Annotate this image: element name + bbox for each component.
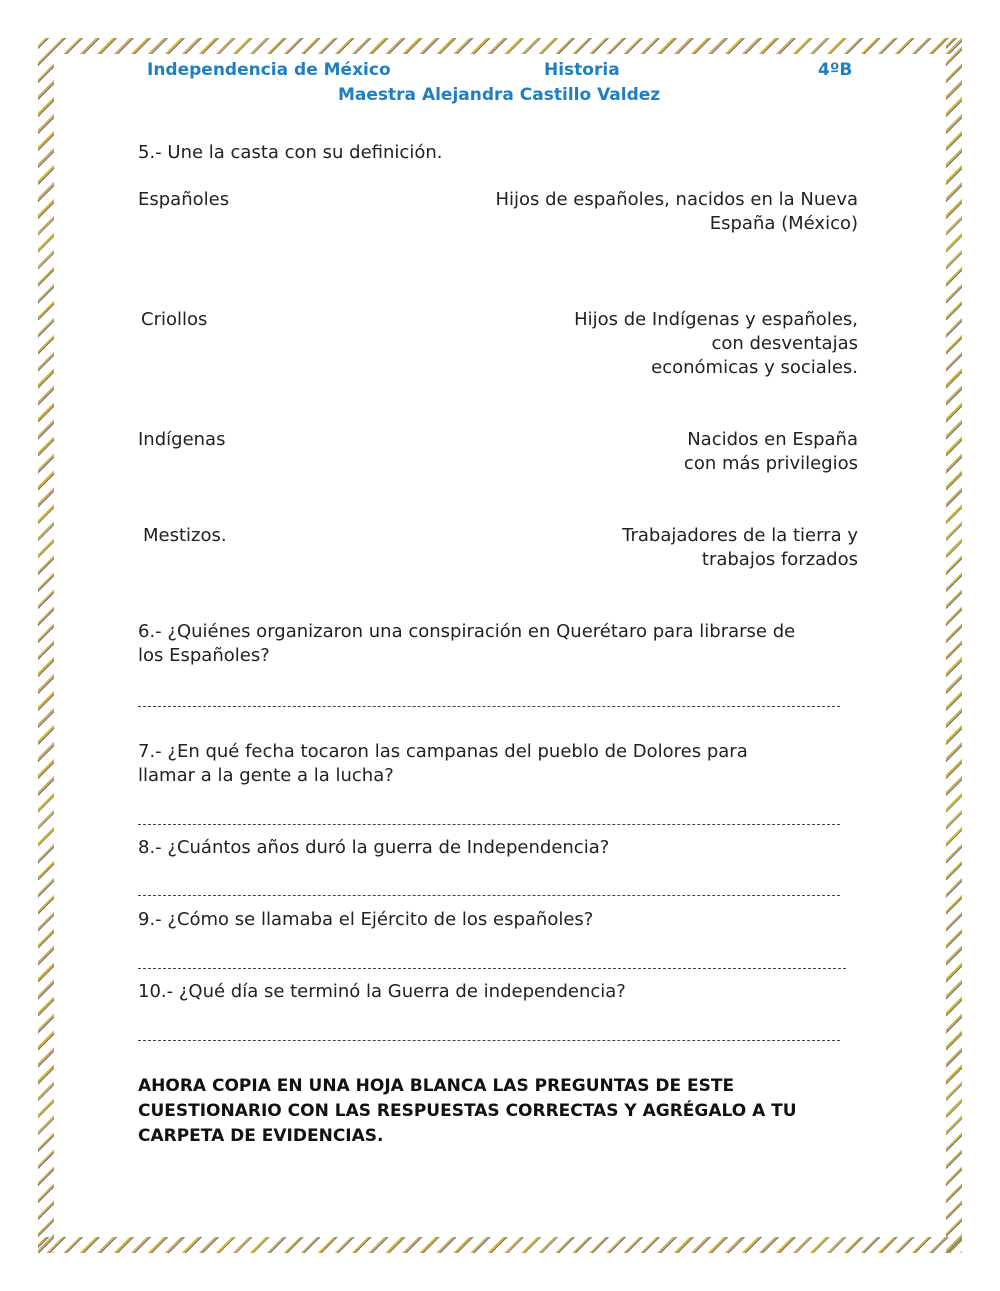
caste-mestizos[interactable]: Mestizos. (143, 525, 227, 546)
caste-criollos[interactable]: Criollos (141, 309, 208, 330)
subject-label: Historia (544, 60, 620, 80)
pencil-border-right (946, 38, 962, 1253)
final-instruction-line: CUESTIONARIO CON LAS RESPUESTAS CORRECTAS Y AGRÉGALO A TU (138, 1101, 797, 1121)
answer-line-9[interactable] (138, 968, 846, 969)
final-instruction-line: AHORA COPIA EN UNA HOJA BLANCA LAS PREGUNTAS DE ESTE (138, 1076, 735, 1096)
teacher-name: Maestra Alejandra Castillo Valdez (338, 85, 661, 105)
answer-line-6[interactable] (138, 706, 840, 707)
definition-3-line: con más privilegios (683, 453, 858, 474)
question-5-prompt: 5.- Une la casta con su definición. (138, 142, 443, 163)
definition-3-line: Nacidos en España (687, 429, 858, 450)
question-6-line: 6.- ¿Quiénes organizaron una conspiración en Querétaro para librarse de (138, 621, 796, 642)
definition-3[interactable] (430, 428, 858, 476)
definition-4[interactable] (430, 524, 858, 572)
answer-line-10[interactable] (138, 1040, 840, 1041)
question-7-line: llamar a la gente a la lucha? (138, 765, 394, 786)
definition-4-line: trabajos forzados (701, 549, 858, 570)
definition-4-line: Trabajadores de la tierra y (622, 525, 858, 546)
caste-espanoles[interactable]: Españoles (138, 189, 230, 210)
caste-indigenas[interactable]: Indígenas (138, 429, 226, 450)
question-9-prompt: 9.- ¿Cómo se llamaba el Ejército de los españoles? (138, 909, 594, 930)
question-7-line: 7.- ¿En qué fecha tocaron las campanas del pueblo de Dolores para (138, 741, 748, 762)
definition-1-line: Hijos de españoles, nacidos en la Nueva (495, 189, 858, 210)
definition-2-line: con desventajas (711, 333, 858, 354)
pencil-border-top (38, 38, 962, 54)
pencil-border-bottom (38, 1237, 962, 1253)
final-instruction-line: CARPETA DE EVIDENCIAS. (138, 1126, 384, 1146)
question-7-prompt (138, 740, 858, 788)
question-8-prompt: 8.- ¿Cuántos años duró la guerra de Independencia? (138, 837, 610, 858)
worksheet-title: Independencia de México (147, 60, 391, 80)
definition-2[interactable] (430, 308, 858, 380)
definition-1[interactable] (430, 188, 858, 236)
answer-line-8[interactable] (138, 895, 840, 896)
answer-line-7[interactable] (138, 824, 840, 825)
question-10-prompt: 10.- ¿Qué día se terminó la Guerra de independencia? (138, 981, 626, 1002)
definition-2-line: económicas y sociales. (651, 357, 858, 378)
question-6-prompt (138, 620, 858, 668)
definition-2-line: Hijos de Indígenas y españoles, (574, 309, 858, 330)
pencil-border-left (38, 38, 54, 1253)
definition-1-line: España (México) (709, 213, 858, 234)
final-instruction (138, 1074, 838, 1149)
grade-label: 4ºB (818, 60, 853, 80)
question-6-line: los Españoles? (138, 645, 270, 666)
